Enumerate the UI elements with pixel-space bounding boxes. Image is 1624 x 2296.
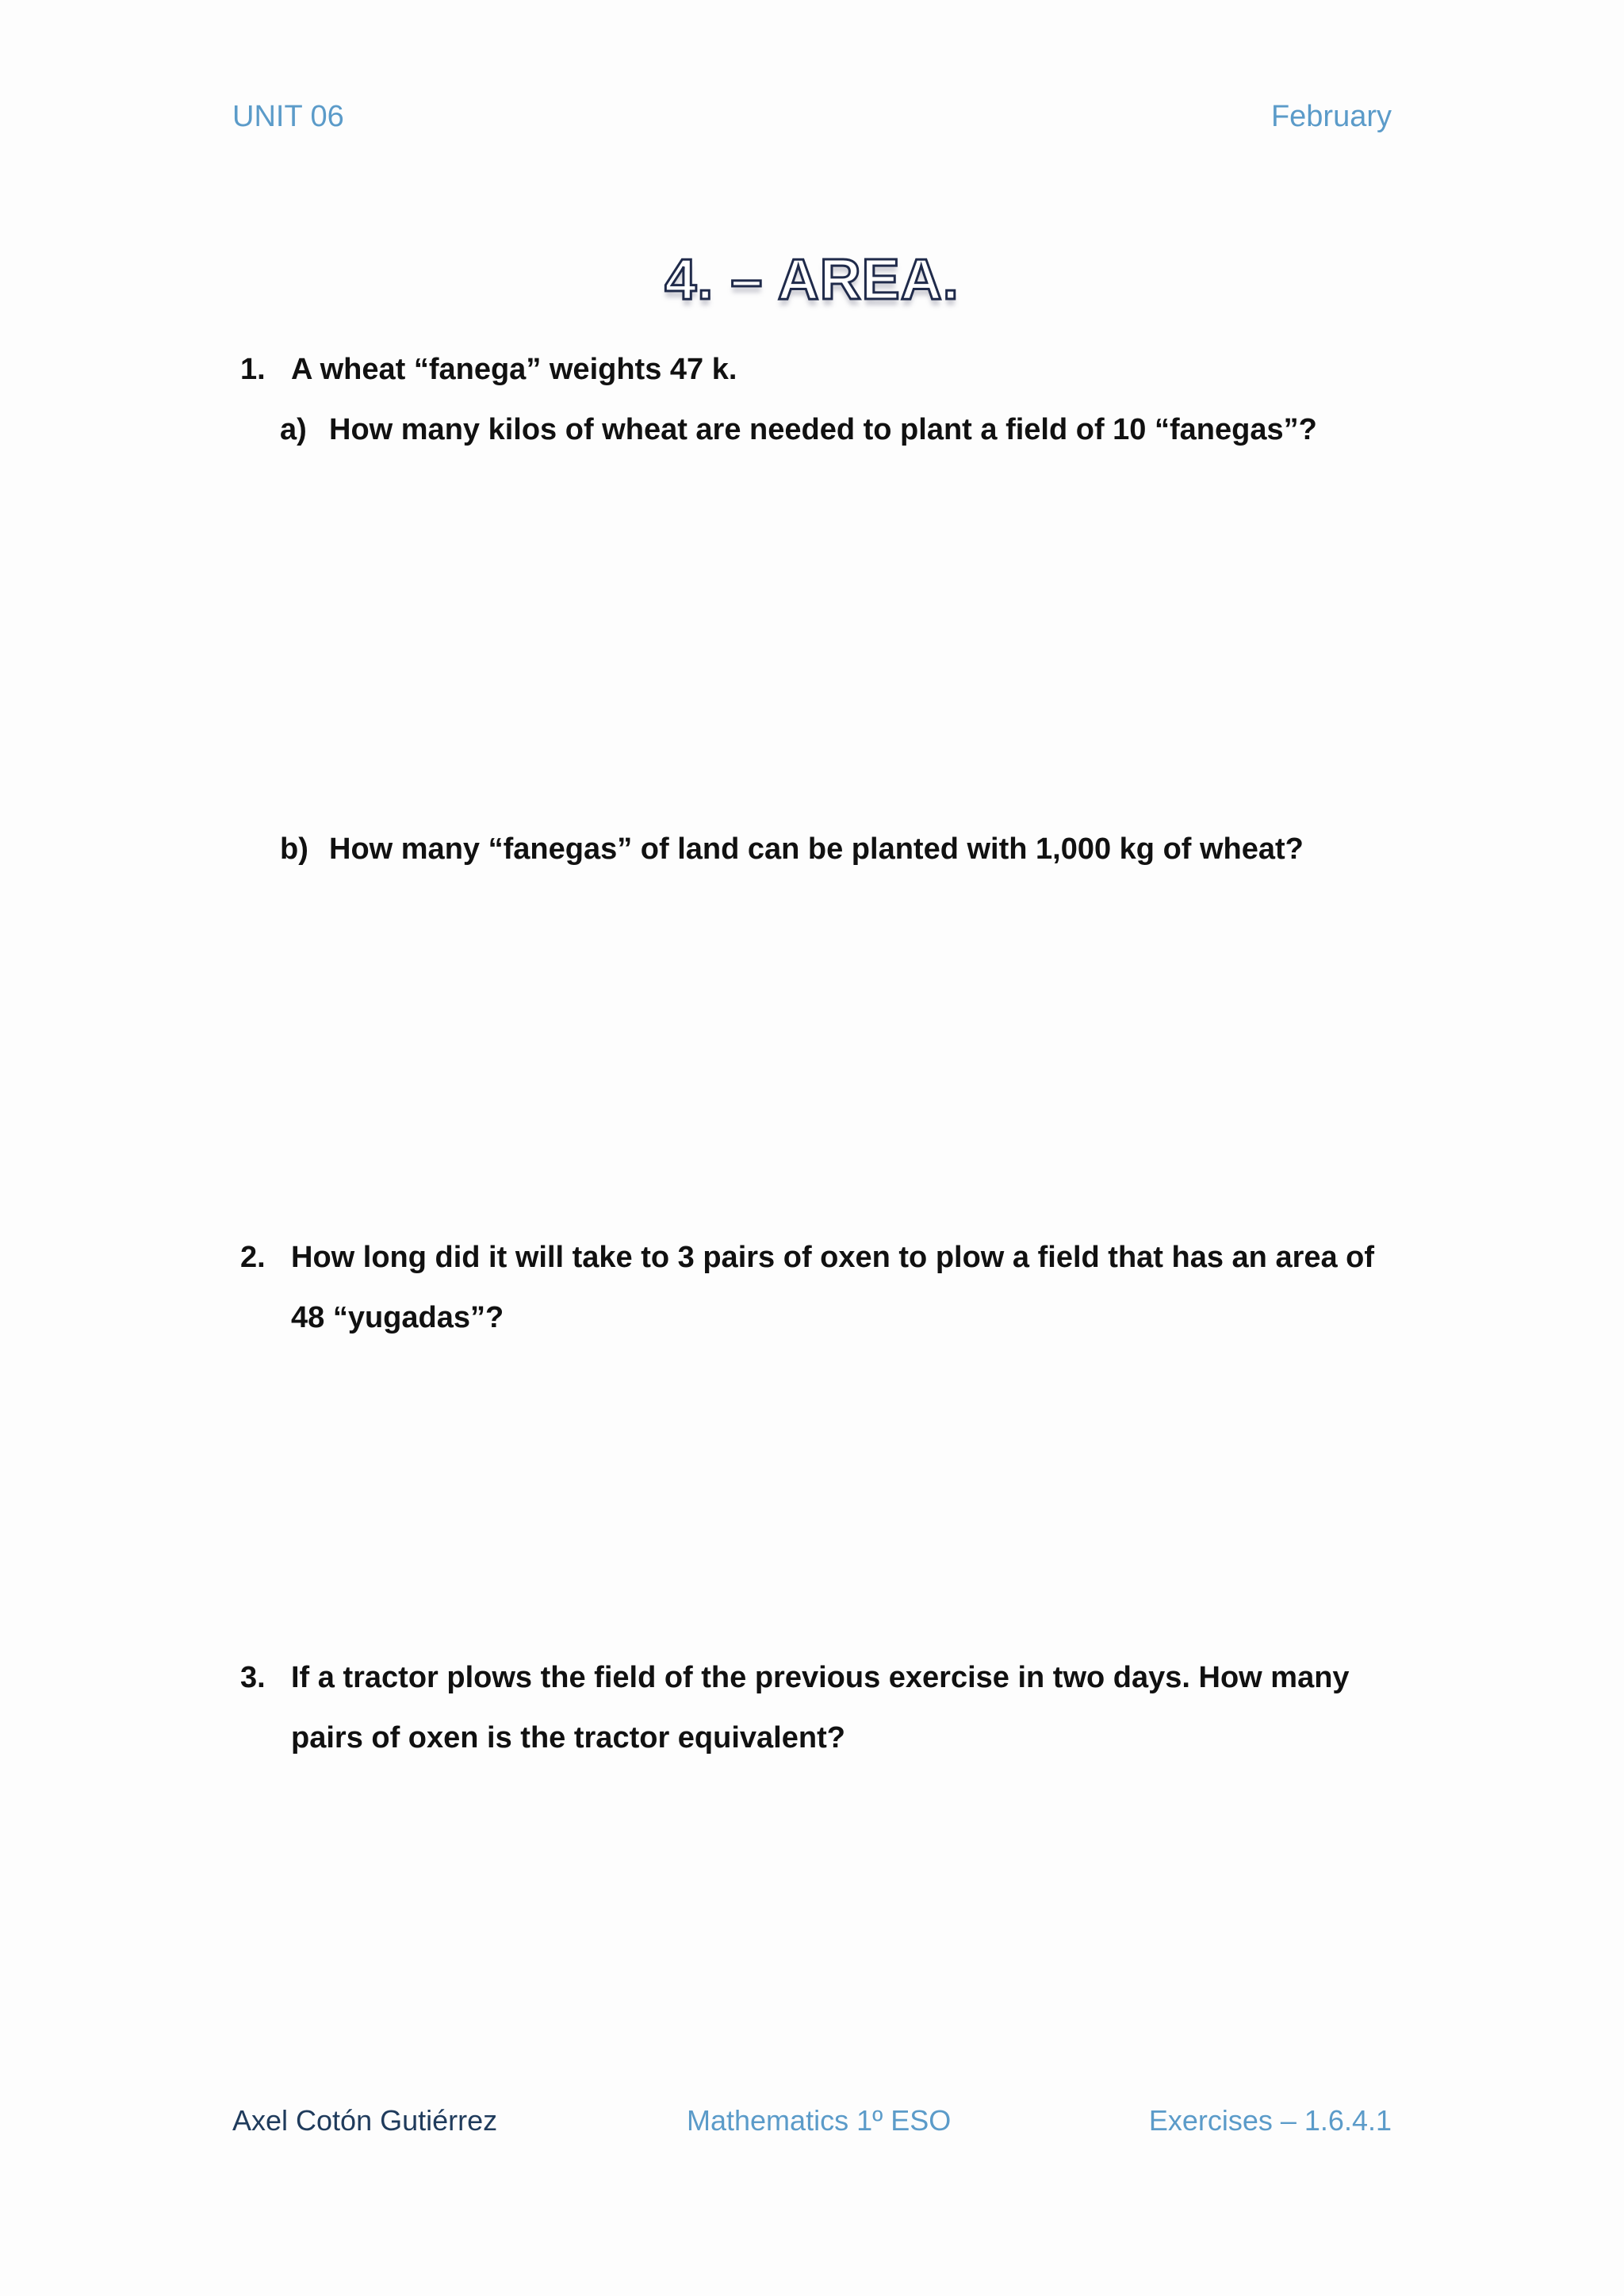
question-number: 2. bbox=[240, 1241, 266, 1274]
subquestion-text: How many kilos of wheat are needed to plant a field of 10 “fanegas”? bbox=[329, 413, 1317, 446]
header-month: February bbox=[1270, 100, 1392, 133]
header-unit: UNIT 06 bbox=[232, 100, 344, 133]
footer-reference: Exercises – 1.6.4.1 bbox=[1148, 2104, 1392, 2137]
page-title: 4. – AREA. bbox=[665, 248, 959, 312]
subquestion-label: a) bbox=[280, 413, 307, 446]
question-number: 3. bbox=[240, 1661, 266, 1694]
question-text: A wheat “fanega” weights 47 k. bbox=[291, 353, 737, 386]
subquestion-text: How many “fanegas” of land can be planted with 1,000 kg of wheat? bbox=[329, 832, 1304, 866]
question-text: If a tractor plows the field of the previous exercise in two days. How many pairs of oxen is the tractor equivalent? bbox=[291, 1661, 1350, 1755]
footer-course: Mathematics 1º ESO bbox=[687, 2104, 952, 2137]
question-number: 1. bbox=[240, 353, 266, 386]
question-text: How long did it will take to 3 pairs of oxen to plow a field that has an area of 48 “yugadas”? bbox=[291, 1241, 1375, 1334]
subquestion-label: b) bbox=[280, 832, 308, 866]
footer-author: Axel Cotón Gutiérrez bbox=[232, 2104, 498, 2137]
